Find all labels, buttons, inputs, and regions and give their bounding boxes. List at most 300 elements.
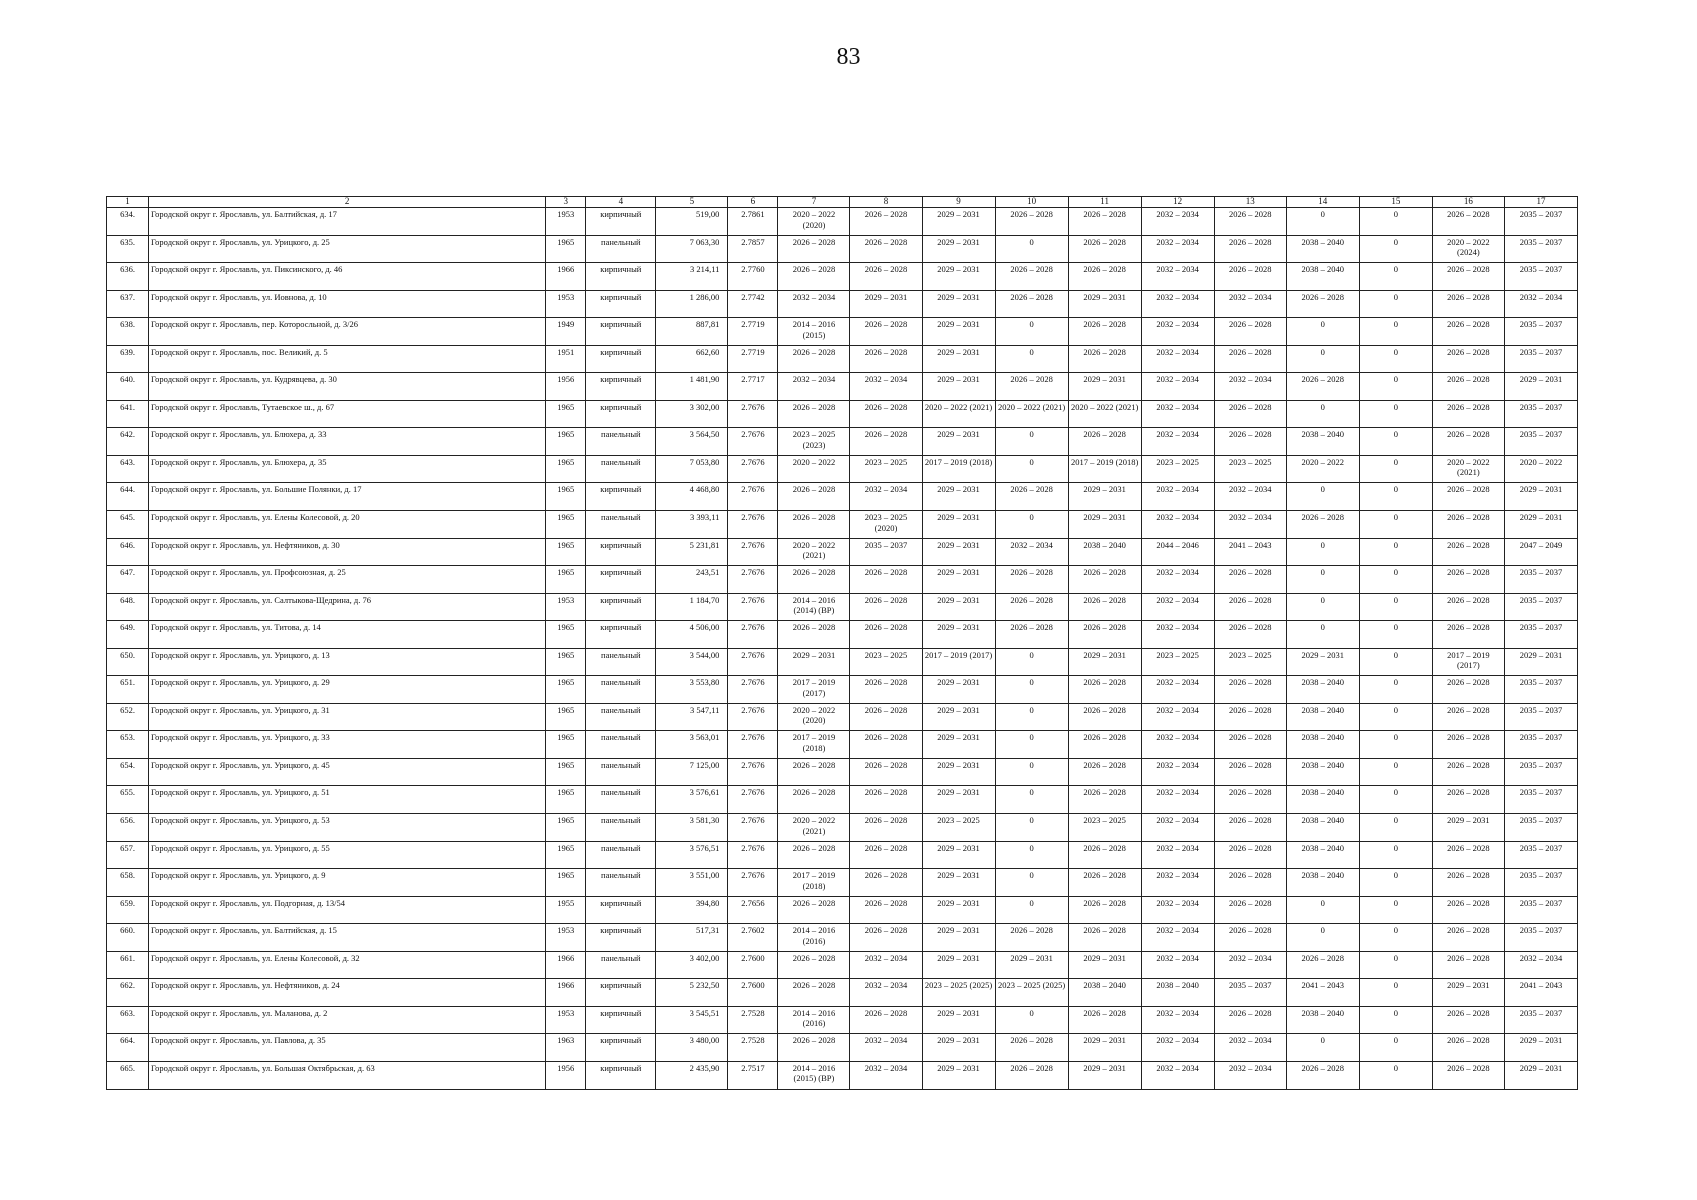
table-cell: 0 <box>1359 924 1432 952</box>
table-cell: 2029 – 2031 <box>778 648 850 676</box>
row-number-cell: 644. <box>107 483 149 511</box>
table-cell: 662,60 <box>656 345 728 373</box>
table-cell: 7 063,30 <box>656 235 728 263</box>
table-cell: 2026 – 2028 <box>1432 290 1504 318</box>
table-cell: 2038 – 2040 <box>1286 841 1359 869</box>
table-row <box>107 621 1578 649</box>
address-cell: Городской округ г. Ярославль, ул. Урицкого, д. 51 <box>149 786 546 814</box>
table-cell: 2.7719 <box>728 345 778 373</box>
table-cell: 2026 – 2028 <box>1214 400 1286 428</box>
table-cell: 2038 – 2040 <box>1286 758 1359 786</box>
table-cell: 2032 – 2034 <box>1141 676 1214 704</box>
table-cell: панельный <box>586 841 656 869</box>
table-cell: 2029 – 2031 <box>1068 648 1141 676</box>
column-header-6: 6 <box>728 197 778 208</box>
table-cell: 2029 – 2031 <box>922 703 995 731</box>
table-cell: 2032 – 2034 <box>1141 290 1214 318</box>
table-cell: 2026 – 2028 <box>1068 428 1141 456</box>
table-cell: 2026 – 2028 <box>1068 896 1141 924</box>
table-cell: 2026 – 2028 <box>778 841 850 869</box>
table-cell: 3 545,51 <box>656 1006 728 1034</box>
table-cell: 1965 <box>546 428 586 456</box>
table-cell: 3 402,00 <box>656 951 728 979</box>
table-cell: кирпичный <box>586 924 656 952</box>
table-cell: 2026 – 2028 <box>1068 841 1141 869</box>
table-cell: 2026 – 2028 <box>778 483 850 511</box>
address-cell: Городской округ г. Ярославль, ул. Большие Полянки, д. 17 <box>149 483 546 511</box>
table-cell: 2020 – 2022 <box>1504 455 1577 483</box>
table-cell: 2026 – 2028 <box>1432 841 1504 869</box>
table-cell: 2032 – 2034 <box>1141 428 1214 456</box>
table-cell: 2026 – 2028 <box>995 208 1068 236</box>
table-cell: 2032 – 2034 <box>1141 373 1214 401</box>
table-cell: 2032 – 2034 <box>1141 869 1214 897</box>
table-cell: 0 <box>1286 538 1359 566</box>
table-cell: 2026 – 2028 <box>995 1061 1068 1089</box>
table-cell: 2020 – 2022 (2021) <box>1432 455 1504 483</box>
table-cell: 2035 – 2037 <box>1504 621 1577 649</box>
table-cell: 2.7676 <box>728 786 778 814</box>
table-cell: 2035 – 2037 <box>1504 896 1577 924</box>
table-cell: 2017 – 2019 (2017) <box>778 676 850 704</box>
address-cell: Городской округ г. Ярославль, ул. Салтыкова-Щедрина, д. 76 <box>149 593 546 621</box>
table-cell: 2032 – 2034 <box>1504 290 1577 318</box>
table-cell: 2035 – 2037 <box>1504 814 1577 842</box>
table-cell: 2029 – 2031 <box>922 786 995 814</box>
table-cell: кирпичный <box>586 263 656 291</box>
table-cell: 2023 – 2025 <box>1214 648 1286 676</box>
table-cell: 0 <box>1359 869 1432 897</box>
table-cell: 2032 – 2034 <box>850 373 922 401</box>
table-cell: 2026 – 2028 <box>1432 400 1504 428</box>
table-cell: 2026 – 2028 <box>1214 621 1286 649</box>
table-cell: 2029 – 2031 <box>922 1034 995 1062</box>
table-cell: 2026 – 2028 <box>1432 924 1504 952</box>
row-number-cell: 634. <box>107 208 149 236</box>
table-cell: 0 <box>1286 593 1359 621</box>
table-cell: 2026 – 2028 <box>778 896 850 924</box>
table-cell: 1953 <box>546 290 586 318</box>
table-cell: 2020 – 2022 <box>1286 455 1359 483</box>
table-cell: 2026 – 2028 <box>1214 593 1286 621</box>
address-cell: Городской округ г. Ярославль, ул. Урицкого, д. 29 <box>149 676 546 704</box>
table-cell: 519,00 <box>656 208 728 236</box>
table-cell: 2032 – 2034 <box>1141 786 1214 814</box>
table-cell: 2038 – 2040 <box>1286 786 1359 814</box>
column-header-16: 16 <box>1432 197 1504 208</box>
address-cell: Городской округ г. Ярославль, ул. Нефтяников, д. 30 <box>149 538 546 566</box>
table-cell: 2023 – 2025 <box>1214 455 1286 483</box>
address-cell: Городской округ г. Ярославль, Тутаевское ш., д. 67 <box>149 400 546 428</box>
table-cell: 2026 – 2028 <box>1068 869 1141 897</box>
address-cell: Городской округ г. Ярославль, ул. Профсоюзная, д. 25 <box>149 566 546 594</box>
table-cell: 2038 – 2040 <box>1286 869 1359 897</box>
table-cell: 2.7861 <box>728 208 778 236</box>
table-cell: панельный <box>586 951 656 979</box>
table-cell: 2020 – 2022 (2024) <box>1432 235 1504 263</box>
table-cell: кирпичный <box>586 1006 656 1034</box>
table-cell: 2.7676 <box>728 593 778 621</box>
table-cell: 0 <box>995 1006 1068 1034</box>
table-cell: 2026 – 2028 <box>1286 290 1359 318</box>
table-cell: 2026 – 2028 <box>850 593 922 621</box>
table-cell: 2.7676 <box>728 648 778 676</box>
table-cell: панельный <box>586 869 656 897</box>
table-cell: 2035 – 2037 <box>1504 593 1577 621</box>
table-cell: 2026 – 2028 <box>850 1006 922 1034</box>
table-cell: 2014 – 2016 (2014) (ВР) <box>778 593 850 621</box>
table-cell: 2026 – 2028 <box>850 621 922 649</box>
table-row <box>107 511 1578 539</box>
table-cell: 2035 – 2037 <box>1504 208 1577 236</box>
table-cell: кирпичный <box>586 290 656 318</box>
table-cell: 2014 – 2016 (2015) (ВР) <box>778 1061 850 1089</box>
table-row <box>107 1061 1578 1089</box>
table-cell: 2023 – 2025 <box>1141 648 1214 676</box>
address-cell: Городской округ г. Ярославль, ул. Маланова, д. 2 <box>149 1006 546 1034</box>
address-cell: Городской округ г. Ярославль, ул. Урицкого, д. 45 <box>149 758 546 786</box>
table-cell: 0 <box>1286 345 1359 373</box>
table-cell: кирпичный <box>586 318 656 346</box>
table-cell: 1953 <box>546 208 586 236</box>
table-cell: 0 <box>995 428 1068 456</box>
table-cell: 2026 – 2028 <box>1068 345 1141 373</box>
table-cell: 2017 – 2019 (2018) <box>778 731 850 759</box>
table-cell: кирпичный <box>586 373 656 401</box>
row-number-cell: 635. <box>107 235 149 263</box>
table-cell: 0 <box>995 758 1068 786</box>
table-cell: панельный <box>586 703 656 731</box>
table-cell: 2038 – 2040 <box>1068 979 1141 1007</box>
table-cell: 2029 – 2031 <box>1068 1034 1141 1062</box>
table-cell: 2035 – 2037 <box>1504 924 1577 952</box>
table-cell: 2026 – 2028 <box>995 593 1068 621</box>
table-cell: 2038 – 2040 <box>1286 703 1359 731</box>
table-cell: панельный <box>586 731 656 759</box>
table-cell: 2032 – 2034 <box>1141 814 1214 842</box>
table-cell: 2026 – 2028 <box>1214 924 1286 952</box>
table-cell: 2035 – 2037 <box>1504 400 1577 428</box>
table-cell: 2023 – 2025 <box>1068 814 1141 842</box>
row-number-cell: 636. <box>107 263 149 291</box>
table-cell: 2026 – 2028 <box>850 869 922 897</box>
table-cell: 2026 – 2028 <box>1432 566 1504 594</box>
table-cell: 2029 – 2031 <box>922 235 995 263</box>
table-cell: 0 <box>1359 951 1432 979</box>
table-cell: 0 <box>1359 318 1432 346</box>
table-cell: 2032 – 2034 <box>1141 483 1214 511</box>
table-cell: кирпичный <box>586 1034 656 1062</box>
table-cell: 0 <box>1286 483 1359 511</box>
address-cell: Городской округ г. Ярославль, ул. Иовнова, д. 10 <box>149 290 546 318</box>
address-cell: Городской округ г. Ярославль, ул. Урицкого, д. 9 <box>149 869 546 897</box>
table-cell: 0 <box>1359 483 1432 511</box>
table-row <box>107 235 1578 263</box>
table-cell: 2032 – 2034 <box>1214 951 1286 979</box>
table-cell: 3 393,11 <box>656 511 728 539</box>
table-cell: 2032 – 2034 <box>1214 373 1286 401</box>
address-cell: Городской округ г. Ярославль, ул. Урицкого, д. 31 <box>149 703 546 731</box>
table-cell: кирпичный <box>586 1061 656 1089</box>
table-cell: 1965 <box>546 483 586 511</box>
table-cell: 517,31 <box>656 924 728 952</box>
table-cell: 2038 – 2040 <box>1286 731 1359 759</box>
table-cell: кирпичный <box>586 208 656 236</box>
table-cell: 2032 – 2034 <box>850 1034 922 1062</box>
table-cell: 0 <box>1359 731 1432 759</box>
table-cell: 2026 – 2028 <box>995 566 1068 594</box>
table-cell: 3 544,00 <box>656 648 728 676</box>
table-cell: 2026 – 2028 <box>1432 208 1504 236</box>
table-cell: 2026 – 2028 <box>850 703 922 731</box>
table-cell: 0 <box>1359 263 1432 291</box>
table-cell: 0 <box>1359 676 1432 704</box>
row-number-cell: 657. <box>107 841 149 869</box>
table-cell: 2029 – 2031 <box>1504 483 1577 511</box>
table-cell: 2026 – 2028 <box>1214 263 1286 291</box>
table-cell: 2029 – 2031 <box>922 318 995 346</box>
address-cell: Городской округ г. Ярославль, ул. Блюхера, д. 33 <box>149 428 546 456</box>
table-cell: 2.7676 <box>728 703 778 731</box>
table-cell: 2035 – 2037 <box>1504 786 1577 814</box>
table-cell: 2026 – 2028 <box>1068 703 1141 731</box>
table-cell: 2038 – 2040 <box>1068 538 1141 566</box>
table-cell: 2032 – 2034 <box>850 951 922 979</box>
table-cell: 2032 – 2034 <box>1214 1061 1286 1089</box>
table-cell: 2032 – 2034 <box>1141 703 1214 731</box>
table-cell: 2026 – 2028 <box>1214 758 1286 786</box>
table-cell: 2032 – 2034 <box>1141 841 1214 869</box>
table-row <box>107 786 1578 814</box>
column-header-13: 13 <box>1214 197 1286 208</box>
table-cell: 2032 – 2034 <box>850 979 922 1007</box>
table-cell: 2029 – 2031 <box>922 621 995 649</box>
row-number-cell: 639. <box>107 345 149 373</box>
table-cell: 2026 – 2028 <box>1432 731 1504 759</box>
table-cell: 0 <box>995 869 1068 897</box>
row-number-cell: 664. <box>107 1034 149 1062</box>
table-cell: 0 <box>1359 593 1432 621</box>
table-cell: 2026 – 2028 <box>995 621 1068 649</box>
address-cell: Городской округ г. Ярославль, ул. Урицкого, д. 53 <box>149 814 546 842</box>
table-cell: 2023 – 2025 <box>850 455 922 483</box>
table-cell: 2026 – 2028 <box>850 428 922 456</box>
table-cell: 2026 – 2028 <box>850 731 922 759</box>
table-cell: панельный <box>586 455 656 483</box>
table-cell: 1953 <box>546 924 586 952</box>
table-cell: 2026 – 2028 <box>850 896 922 924</box>
table-cell: 3 480,00 <box>656 1034 728 1062</box>
table-cell: 3 581,30 <box>656 814 728 842</box>
table-cell: 2026 – 2028 <box>1432 621 1504 649</box>
table-cell: 1965 <box>546 703 586 731</box>
table-cell: 2029 – 2031 <box>922 511 995 539</box>
table-cell: 0 <box>1286 400 1359 428</box>
table-cell: 0 <box>1359 373 1432 401</box>
table-cell: 2029 – 2031 <box>995 951 1068 979</box>
table-cell: 2026 – 2028 <box>778 621 850 649</box>
table-cell: 2.7760 <box>728 263 778 291</box>
table-row <box>107 1034 1578 1062</box>
table-cell: 2029 – 2031 <box>1432 979 1504 1007</box>
address-cell: Городской округ г. Ярославль, ул. Урицкого, д. 25 <box>149 235 546 263</box>
table-cell: 2020 – 2022 (2021) <box>922 400 995 428</box>
table-row <box>107 703 1578 731</box>
table-cell: 0 <box>1359 786 1432 814</box>
table-cell: 2029 – 2031 <box>922 208 995 236</box>
table-cell: 0 <box>1286 318 1359 346</box>
table-cell: 2041 – 2043 <box>1214 538 1286 566</box>
table-cell: 2026 – 2028 <box>1214 428 1286 456</box>
table-cell: 2032 – 2034 <box>1141 566 1214 594</box>
row-number-cell: 660. <box>107 924 149 952</box>
table-cell: 1966 <box>546 951 586 979</box>
table-cell: 1965 <box>546 538 586 566</box>
table-cell: 2026 – 2028 <box>1068 263 1141 291</box>
table-cell: 2.7742 <box>728 290 778 318</box>
table-cell: 2026 – 2028 <box>1068 593 1141 621</box>
table-cell: 2.7602 <box>728 924 778 952</box>
table-cell: 0 <box>995 648 1068 676</box>
table-row <box>107 869 1578 897</box>
table-cell: 2038 – 2040 <box>1286 235 1359 263</box>
table-cell: 2026 – 2028 <box>995 483 1068 511</box>
table-cell: 2026 – 2028 <box>995 290 1068 318</box>
table-cell: 2038 – 2040 <box>1286 428 1359 456</box>
column-header-15: 15 <box>1359 197 1432 208</box>
table-cell: 2026 – 2028 <box>778 786 850 814</box>
table-cell: 2026 – 2028 <box>1068 676 1141 704</box>
table-cell: 0 <box>995 345 1068 373</box>
table-cell: 2020 – 2022 <box>778 455 850 483</box>
table-cell: 2026 – 2028 <box>778 511 850 539</box>
table-cell: 2026 – 2028 <box>1214 869 1286 897</box>
table-cell: 2026 – 2028 <box>1214 703 1286 731</box>
table-cell: 2026 – 2028 <box>1068 621 1141 649</box>
table-cell: 2029 – 2031 <box>922 345 995 373</box>
table-cell: 0 <box>995 511 1068 539</box>
table-cell: 7 125,00 <box>656 758 728 786</box>
table-cell: 2026 – 2028 <box>1214 345 1286 373</box>
row-number-cell: 665. <box>107 1061 149 1089</box>
column-header-12: 12 <box>1141 197 1214 208</box>
address-cell: Городской округ г. Ярославль, пос. Великий, д. 5 <box>149 345 546 373</box>
table-cell: 2.7676 <box>728 455 778 483</box>
table-cell: 2023 – 2025 <box>922 814 995 842</box>
table-cell: 2026 – 2028 <box>1068 566 1141 594</box>
table-cell: 2026 – 2028 <box>1068 924 1141 952</box>
table-cell: 2020 – 2022 (2020) <box>778 703 850 731</box>
table-cell: 2026 – 2028 <box>1068 731 1141 759</box>
table-cell: 2044 – 2046 <box>1141 538 1214 566</box>
table-cell: 1953 <box>546 593 586 621</box>
address-cell: Городской округ г. Ярославль, ул. Урицкого, д. 33 <box>149 731 546 759</box>
table-cell: 4 506,00 <box>656 621 728 649</box>
table-row <box>107 208 1578 236</box>
table-cell: 2032 – 2034 <box>778 290 850 318</box>
table-cell: 2023 – 2025 (2020) <box>850 511 922 539</box>
address-cell: Городской округ г. Ярославль, пер. Которосльной, д. 3/26 <box>149 318 546 346</box>
table-cell: 2029 – 2031 <box>850 290 922 318</box>
table-cell: 0 <box>1359 841 1432 869</box>
table-cell: 1965 <box>546 400 586 428</box>
table-cell: 2020 – 2022 (2021) <box>778 538 850 566</box>
table-cell: 2026 – 2028 <box>1214 731 1286 759</box>
column-header-14: 14 <box>1286 197 1359 208</box>
table-cell: 0 <box>995 676 1068 704</box>
table-cell: 2032 – 2034 <box>1141 208 1214 236</box>
table-cell: 2026 – 2028 <box>1432 896 1504 924</box>
table-cell: 2020 – 2022 (2021) <box>778 814 850 842</box>
table-cell: 3 563,01 <box>656 731 728 759</box>
table-cell: 2026 – 2028 <box>995 373 1068 401</box>
table-cell: 5 231,81 <box>656 538 728 566</box>
table-cell: 2.7676 <box>728 841 778 869</box>
table-cell: 1 286,00 <box>656 290 728 318</box>
table-cell: 3 576,61 <box>656 786 728 814</box>
table-cell: 2035 – 2037 <box>1504 758 1577 786</box>
table-cell: 0 <box>995 814 1068 842</box>
table-cell: 2023 – 2025 <box>1141 455 1214 483</box>
table-cell: 2.7676 <box>728 676 778 704</box>
table-cell: 2032 – 2034 <box>850 1061 922 1089</box>
table-cell: 0 <box>1359 208 1432 236</box>
table-cell: 0 <box>1359 455 1432 483</box>
address-cell: Городской округ г. Ярославль, ул. Пиксинского, д. 46 <box>149 263 546 291</box>
table-row <box>107 731 1578 759</box>
table-cell: 3 547,11 <box>656 703 728 731</box>
table-cell: 0 <box>1359 758 1432 786</box>
table-row <box>107 290 1578 318</box>
table-cell: 2026 – 2028 <box>850 208 922 236</box>
table-cell: 2029 – 2031 <box>1068 483 1141 511</box>
table-cell: 2.7676 <box>728 814 778 842</box>
table-cell: 2029 – 2031 <box>1068 511 1141 539</box>
table-cell: 2029 – 2031 <box>922 1006 995 1034</box>
table-cell: 2026 – 2028 <box>1432 345 1504 373</box>
table-cell: 3 553,80 <box>656 676 728 704</box>
table-cell: 2026 – 2028 <box>778 400 850 428</box>
table-cell: 0 <box>1286 621 1359 649</box>
table-cell: 2026 – 2028 <box>850 924 922 952</box>
table-cell: 0 <box>1359 1034 1432 1062</box>
table-cell: 2032 – 2034 <box>1141 731 1214 759</box>
table-cell: 2026 – 2028 <box>778 1034 850 1062</box>
table-cell: 2029 – 2031 <box>1504 511 1577 539</box>
table-cell: 2032 – 2034 <box>1214 483 1286 511</box>
table-cell: 2026 – 2028 <box>1286 1061 1359 1089</box>
table-cell: 2041 – 2043 <box>1286 979 1359 1007</box>
table-cell: 2026 – 2028 <box>1214 318 1286 346</box>
column-header-5: 5 <box>656 197 728 208</box>
table-cell: 0 <box>995 318 1068 346</box>
table-cell: 1965 <box>546 648 586 676</box>
table-cell: 2029 – 2031 <box>922 1061 995 1089</box>
table-cell: 2035 – 2037 <box>1504 263 1577 291</box>
row-number-cell: 646. <box>107 538 149 566</box>
table-cell: панельный <box>586 676 656 704</box>
table-cell: 3 214,11 <box>656 263 728 291</box>
table-cell: 2.7676 <box>728 621 778 649</box>
table-cell: 2032 – 2034 <box>1141 621 1214 649</box>
table-cell: 2026 – 2028 <box>850 676 922 704</box>
table-cell: 2026 – 2028 <box>995 263 1068 291</box>
table-row <box>107 263 1578 291</box>
table-cell: 2035 – 2037 <box>1214 979 1286 1007</box>
table-cell: 0 <box>1359 511 1432 539</box>
table-cell: 2.7528 <box>728 1006 778 1034</box>
table-cell: 2.7676 <box>728 483 778 511</box>
